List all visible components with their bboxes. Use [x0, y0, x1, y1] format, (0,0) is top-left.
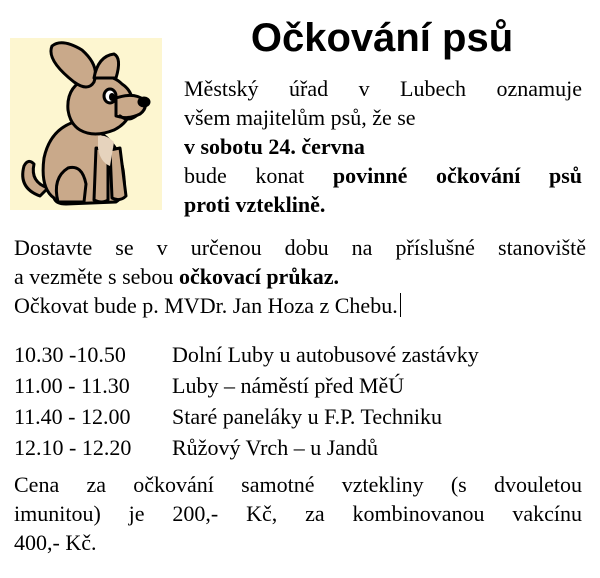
- intro-line-4: bude konat povinné očkování psů: [184, 163, 582, 188]
- dog-clipart-icon: [10, 38, 162, 210]
- schedule-time: 10.30 -10.50: [14, 342, 126, 367]
- instructions-line-1: Dostavte se v určenou dobu na příslušné stanoviště: [14, 235, 586, 260]
- announcement-intro: [184, 74, 582, 219]
- schedule-row: [14, 432, 586, 463]
- schedule-time: 12.10 - 12.20: [14, 435, 132, 460]
- page-title: Očkování psů: [250, 16, 514, 60]
- schedule-place: Dolní Luby u autobusové zastávky: [172, 342, 479, 367]
- dog-illustration: [10, 38, 162, 210]
- schedule-place: Staré paneláky u F.P. Techniku: [172, 404, 443, 429]
- instructions-paragraph: [14, 233, 586, 320]
- price-line-2: imunitou) je 200,- Kč, za kombinovanou vakcínu: [14, 501, 582, 526]
- schedule-row: [14, 370, 586, 401]
- event-date: v sobotu 24. června: [184, 134, 365, 159]
- intro-line-1: Městský úřad v Lubech oznamuje: [184, 76, 582, 101]
- instructions-line-2: a vezměte s sebou očkovací průkaz.: [14, 264, 340, 289]
- price-line-1: Cena za očkování samotné vztekliny (s dvouletou: [14, 472, 582, 497]
- schedule-row: [14, 339, 586, 370]
- price-line-3: 400,- Kč.: [14, 530, 97, 555]
- schedule-time: 11.40 - 12.00: [14, 404, 131, 429]
- vaccination-schedule: [14, 339, 586, 463]
- intro-line-2: všem majitelům psů, že se: [184, 105, 416, 130]
- schedule-time: 11.00 - 11.30: [14, 373, 130, 398]
- text-cursor: [400, 293, 401, 317]
- schedule-row: [14, 401, 586, 432]
- schedule-place: Růžový Vrch – u Jandů: [172, 435, 379, 460]
- intro-line-5: proti vzteklině.: [184, 192, 326, 217]
- price-paragraph: [14, 470, 582, 557]
- veterinarian-line: Očkovat bude p. MVDr. Jan Hoza z Chebu.: [14, 291, 586, 320]
- schedule-place: Luby – náměstí před MěÚ: [172, 373, 405, 398]
